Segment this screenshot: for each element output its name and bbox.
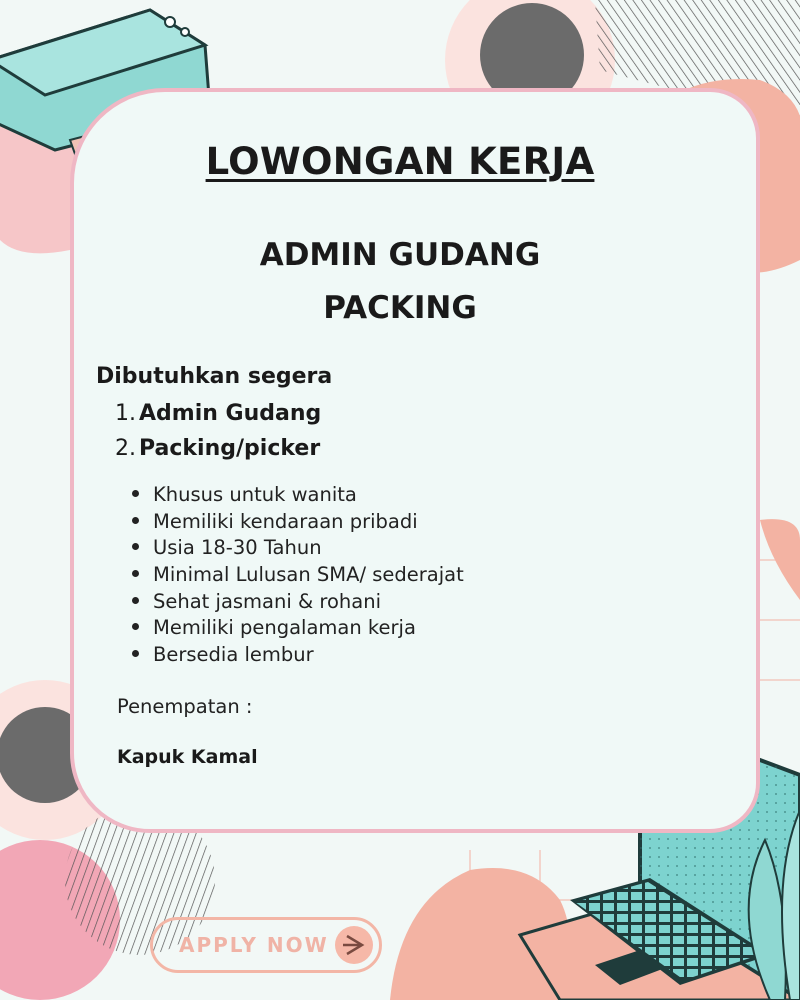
- needed-label: Dibutuhkan segera: [96, 364, 333, 389]
- requirement-text: Sehat jasmani & rohani: [153, 589, 381, 613]
- position-label: Packing/picker: [139, 436, 321, 461]
- requirement-item: [132, 535, 464, 562]
- requirements-list: [132, 482, 464, 669]
- requirement-item: [132, 562, 464, 589]
- bullet-icon: [132, 623, 139, 630]
- job-title-line2: PACKING: [323, 290, 477, 326]
- requirement-item: [132, 589, 464, 616]
- requirement-item: [132, 615, 464, 642]
- requirement-item: [132, 509, 464, 536]
- bullet-icon: [132, 490, 139, 497]
- position-item: [115, 431, 321, 466]
- requirement-text: Memiliki pengalaman kerja: [153, 616, 416, 640]
- bullet-icon: [132, 517, 139, 524]
- requirement-item: [132, 642, 464, 669]
- requirement-text: Usia 18-30 Tahun: [153, 536, 322, 560]
- position-label: Admin Gudang: [139, 401, 322, 426]
- requirement-text: Bersedia lembur: [153, 643, 314, 667]
- placement-value: Kapuk Kamal: [117, 746, 258, 768]
- placement-label: Penempatan :: [117, 695, 253, 718]
- position-number: 1.: [115, 401, 136, 426]
- arrow-right-icon: [335, 926, 373, 964]
- apply-now-button[interactable]: [150, 917, 382, 973]
- requirement-text: Minimal Lulusan SMA/ sederajat: [153, 563, 464, 587]
- position-number: 2.: [115, 436, 136, 461]
- bullet-icon: [132, 650, 139, 657]
- bullet-icon: [132, 597, 139, 604]
- positions-list: [115, 396, 321, 466]
- requirement-text: Khusus untuk wanita: [153, 483, 357, 506]
- bullet-icon: [132, 543, 139, 550]
- requirement-item: [132, 482, 464, 509]
- bullet-icon: [132, 570, 139, 577]
- headline: LOWONGAN KERJA: [205, 140, 595, 183]
- job-title-line1: ADMIN GUDANG: [259, 237, 541, 273]
- position-item: [115, 396, 321, 431]
- requirement-text: Memiliki kendaraan pribadi: [153, 509, 418, 533]
- apply-now-label: APPLY NOW: [179, 933, 329, 957]
